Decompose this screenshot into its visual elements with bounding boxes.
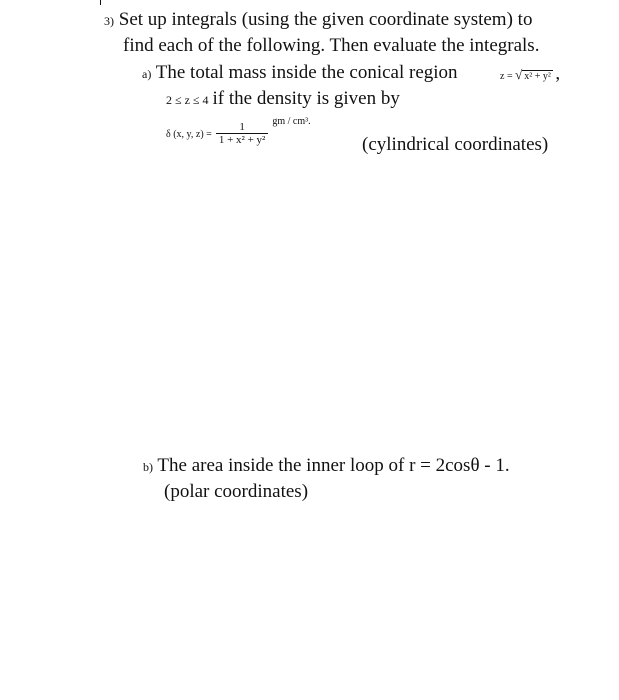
part-a-line-1 <box>142 62 458 84</box>
part-a-coord-system: (cylindrical coordinates) <box>362 134 549 155</box>
density-denominator: 1 + x² + y² <box>218 134 266 147</box>
region-trailing-comma: , <box>555 63 561 84</box>
part-a-text: The total mass inside the conical region <box>155 62 458 83</box>
part-a-label: a) <box>142 67 152 81</box>
part-b-label: b) <box>143 460 153 474</box>
z-bounds: 2 ≤ z ≤ 4 <box>166 93 209 107</box>
density-fraction <box>216 121 269 147</box>
part-b-text: The area inside the inner loop of r = 2cosθ - 1. <box>157 455 510 476</box>
top-edge-mark <box>100 0 101 5</box>
problem-number: 3) <box>104 14 114 28</box>
density-lhs: δ (x, y, z) = <box>166 128 212 140</box>
region-lhs: z = <box>500 71 513 82</box>
region-equation <box>500 63 560 85</box>
sqrt-sign-icon: √ <box>515 67 523 82</box>
problem-line-1 <box>104 9 532 31</box>
density-numerator: 1 <box>216 121 269 134</box>
part-a-line-2 <box>166 88 400 110</box>
problem-intro-line2: find each of the following. Then evaluate the integrals. <box>123 35 540 56</box>
density-units: gm / cm³. <box>272 116 311 127</box>
region-radicand: x² + y² <box>524 71 551 82</box>
problem-intro-line1: Set up integrals (using the given coordinate system) to <box>118 9 533 30</box>
part-b-line-1 <box>143 455 510 477</box>
density-line <box>166 116 311 147</box>
part-b-coord-system: (polar coordinates) <box>164 481 309 502</box>
part-a-bounds-text: if the density is given by <box>212 88 400 109</box>
